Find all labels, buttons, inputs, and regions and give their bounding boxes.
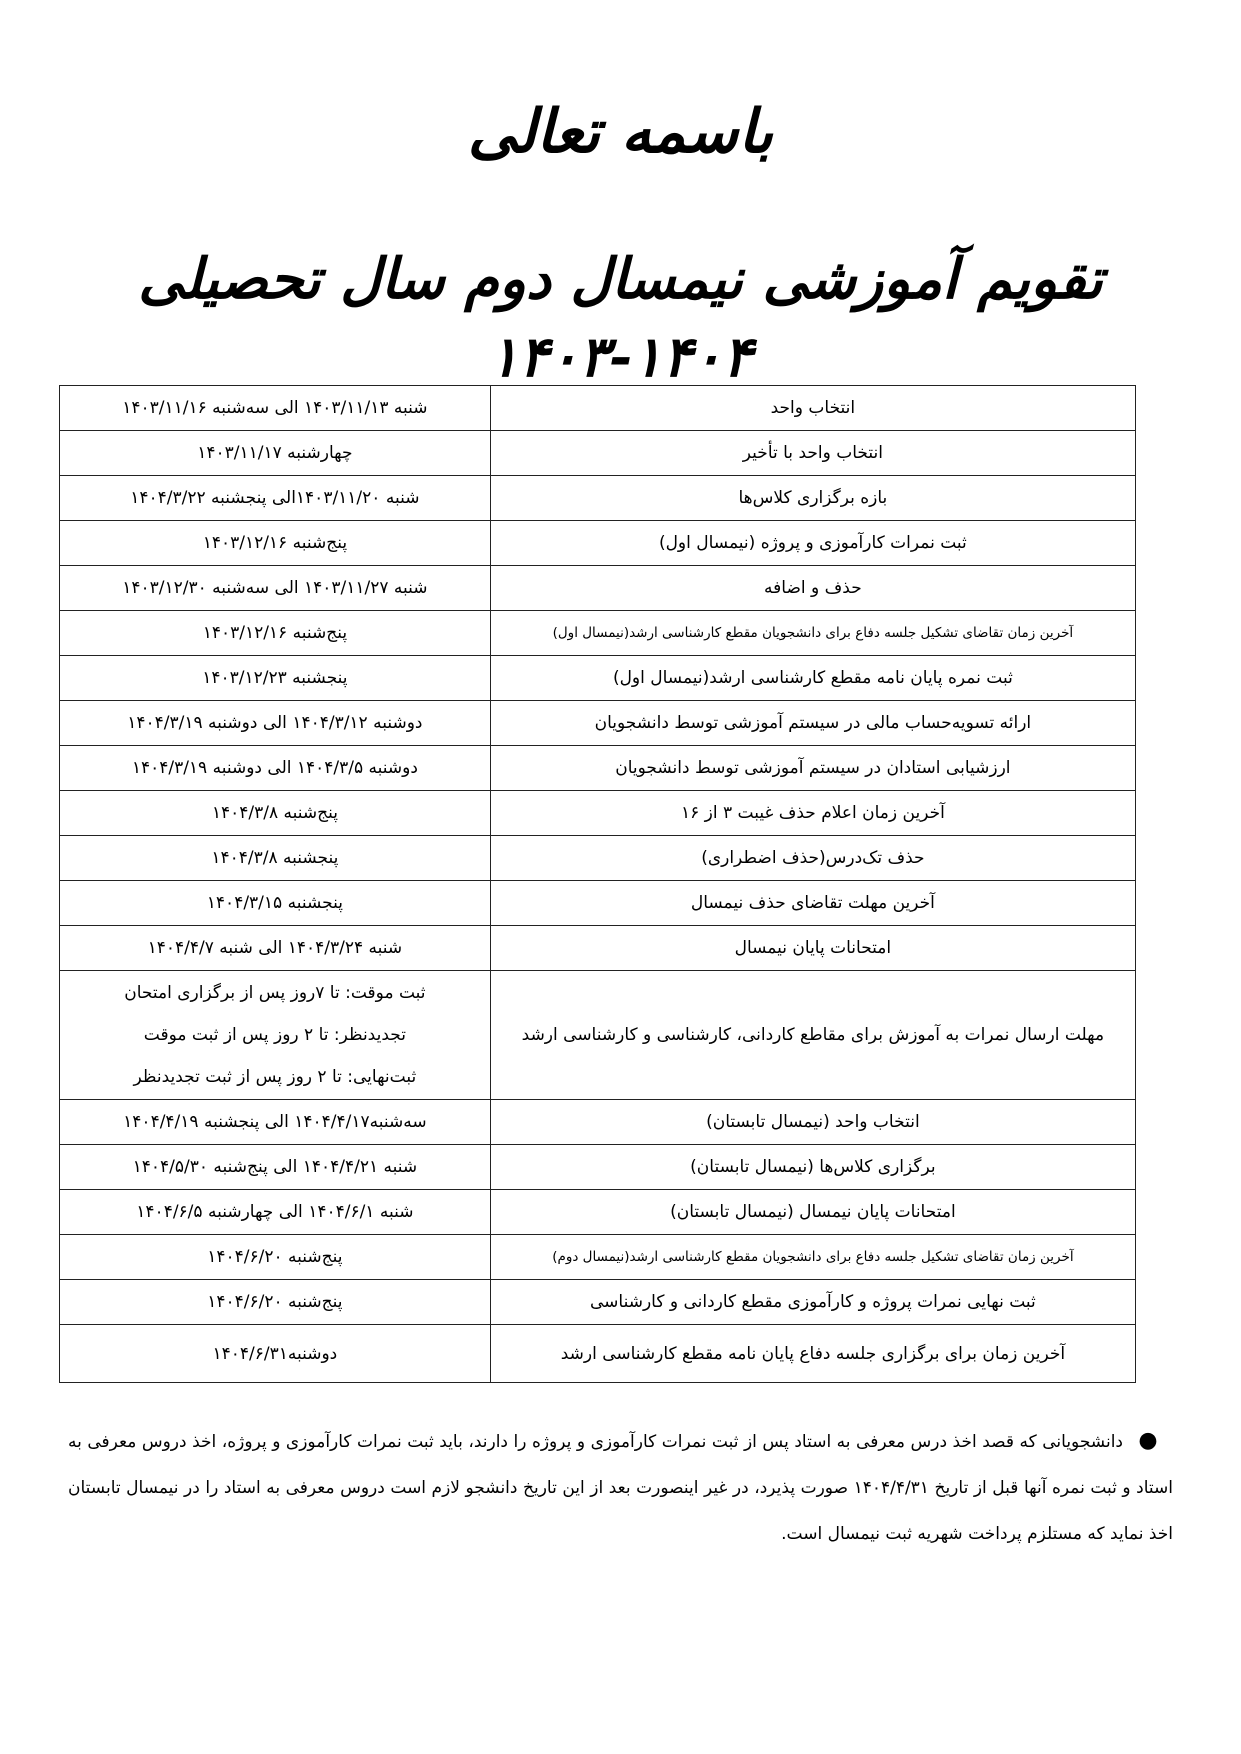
event-cell: انتخاب واحد: [490, 386, 1135, 431]
table-row: [60, 386, 1136, 431]
table-row: [60, 611, 1136, 656]
event-cell: برگزاری کلاس‌ها (نیمسال تابستان): [490, 1145, 1135, 1190]
date-cell: پنج‌شنبه ۱۴۰۳/۱۲/۱۶: [60, 521, 491, 566]
date-line: تجدیدنظر: تا ۲ روز پس از ثبت موقت: [143, 1025, 406, 1045]
date-cell: پنج‌شنبه ۱۴۰۴/۶/۲۰: [60, 1280, 491, 1325]
table-row: [60, 566, 1136, 611]
date-cell: پنج‌شنبه ۱۴۰۴/۳/۸: [60, 791, 491, 836]
date-cell: پنج‌شنبه ۱۴۰۴/۶/۲۰: [60, 1235, 491, 1280]
date-cell: پنجشنبه ۱۴۰۴/۳/۸: [60, 836, 491, 881]
date-cell: شنبه ۱۴۰۴/۶/۱ الی چهارشنبه ۱۴۰۴/۶/۵: [60, 1190, 491, 1235]
date-cell: [60, 971, 491, 1100]
table-row: [60, 881, 1136, 926]
date-cell: شنبه ۱۴۰۴/۳/۲۴ الی شنبه ۱۴۰۴/۴/۷: [60, 926, 491, 971]
event-cell: آخرین مهلت تقاضای حذف نیمسال: [490, 881, 1135, 926]
event-cell: آخرین زمان اعلام حذف غیبت ۳ از ۱۶: [490, 791, 1135, 836]
event-cell: ثبت نمره پایان نامه مقطع کارشناسی ارشد(نیمسال اول): [490, 656, 1135, 701]
event-cell: ارائه تسویه‌حساب مالی در سیستم آموزشی توسط دانشجویان: [490, 701, 1135, 746]
event-cell: حذف تک‌درس(حذف اضطراری): [490, 836, 1135, 881]
footnote-paragraph: [68, 1418, 1173, 1557]
event-cell: ثبت نهایی نمرات پروژه و کارآموزی مقطع کاردانی و کارشناسی: [490, 1280, 1135, 1325]
date-line: ثبت موقت: تا ۷روز پس از برگزاری امتحان: [124, 983, 426, 1003]
event-cell: امتحانات پایان نیمسال: [490, 926, 1135, 971]
table-row: [60, 1325, 1136, 1383]
table-row: [60, 431, 1136, 476]
footnote-text: دانشجویانی که قصد اخذ درس معرفی به استاد پس از ثبت نمرات کارآموزی و پروژه را دارند، باید ثبت نمرات کارآموزی و پروژه، اخذ دروس معرفی به استاد و ثبت نمره آنها قبل از تاریخ ۱۴۰۴/۴/۳۱ صورت پذیرد، در غیر اینصورت بعد از این تاریخ دانشجو لازم است دروس معرفی به استاد را در نیمسال تابستان اخذ نماید که مستلزم پرداخت شهریه ثبت نیمسال است.: [68, 1432, 1174, 1544]
table-row: [60, 1145, 1136, 1190]
date-cell: شنبه ۱۴۰۳/۱۱/۲۷ الی سه‌شنبه ۱۴۰۳/۱۲/۳۰: [60, 566, 491, 611]
table-row: [60, 521, 1136, 566]
table-row: [60, 1280, 1136, 1325]
bismillah-heading: باسمه تعالی: [467, 97, 774, 167]
event-cell: آخرین زمان تقاضای تشکیل جلسه دفاع برای دانشجویان مقطع کارشناسی ارشد(نیمسال دوم): [490, 1235, 1135, 1280]
date-cell: دوشنبه ۱۴۰۴/۳/۵ الی دوشنبه ۱۴۰۴/۳/۱۹: [60, 746, 491, 791]
page-title: تقویم آموزشی نیمسال دوم سال تحصیلی ۱۴۰۴-۱۴۰۳: [138, 246, 1103, 390]
event-cell: حذف و اضافه: [490, 566, 1135, 611]
event-cell: انتخاب واحد (نیمسال تابستان): [490, 1100, 1135, 1145]
table-row: [60, 701, 1136, 746]
event-cell: بازه برگزاری کلاس‌ها: [490, 476, 1135, 521]
date-cell: پنج‌شنبه ۱۴۰۳/۱۲/۱۶: [60, 611, 491, 656]
table-row: [60, 1100, 1136, 1145]
table-row: [60, 791, 1136, 836]
date-cell: سه‌شنبه۱۴۰۴/۴/۱۷ الی پنجشنبه ۱۴۰۴/۴/۱۹: [60, 1100, 491, 1145]
date-cell: شنبه ۱۴۰۳/۱۱/۲۰الی پنجشنبه ۱۴۰۴/۳/۲۲: [60, 476, 491, 521]
event-cell: مهلت ارسال نمرات به آموزش برای مقاطع کاردانی، کارشناسی و کارشناسی ارشد: [490, 971, 1135, 1100]
date-cell: شنبه ۱۴۰۳/۱۱/۱۳ الی سه‌شنبه ۱۴۰۳/۱۱/۱۶: [60, 386, 491, 431]
date-cell: پنجشنبه ۱۴۰۳/۱۲/۲۳: [60, 656, 491, 701]
table-row: [60, 1190, 1136, 1235]
table-row: [60, 926, 1136, 971]
date-cell: چهارشنبه ۱۴۰۳/۱۱/۱۷: [60, 431, 491, 476]
date-cell: دوشنبه۱۴۰۴/۶/۳۱: [60, 1325, 491, 1383]
date-cell: پنجشنبه ۱۴۰۴/۳/۱۵: [60, 881, 491, 926]
academic-calendar-table: [59, 385, 1136, 1383]
table-row: [60, 476, 1136, 521]
event-cell: ارزشیابی استادان در سیستم آموزشی توسط دانشجویان: [490, 746, 1135, 791]
table-row: [60, 1235, 1136, 1280]
event-cell: انتخاب واحد با تأخیر: [490, 431, 1135, 476]
table-row: [60, 836, 1136, 881]
date-cell: شنبه ۱۴۰۴/۴/۲۱ الی پنج‌شنبه ۱۴۰۴/۵/۳۰: [60, 1145, 491, 1190]
date-cell: دوشنبه ۱۴۰۴/۳/۱۲ الی دوشنبه ۱۴۰۴/۳/۱۹: [60, 701, 491, 746]
event-cell: آخرین زمان برای برگزاری جلسه دفاع پایان نامه مقطع کارشناسی ارشد: [490, 1325, 1135, 1383]
table-row: [60, 746, 1136, 791]
event-cell: آخرین زمان تقاضای تشکیل جلسه دفاع برای دانشجویان مقطع کارشناسی ارشد(نیمسال اول): [490, 611, 1135, 656]
bullet-icon: ●: [1138, 1428, 1158, 1453]
date-line: ثبت‌نهایی: تا ۲ روز پس از ثبت تجدیدنظر: [133, 1067, 417, 1087]
table-row: [60, 971, 1136, 1100]
table-row: [60, 656, 1136, 701]
event-cell: امتحانات پایان نیمسال (نیمسال تابستان): [490, 1190, 1135, 1235]
event-cell: ثبت نمرات کارآموزی و پروژه (نیمسال اول): [490, 521, 1135, 566]
